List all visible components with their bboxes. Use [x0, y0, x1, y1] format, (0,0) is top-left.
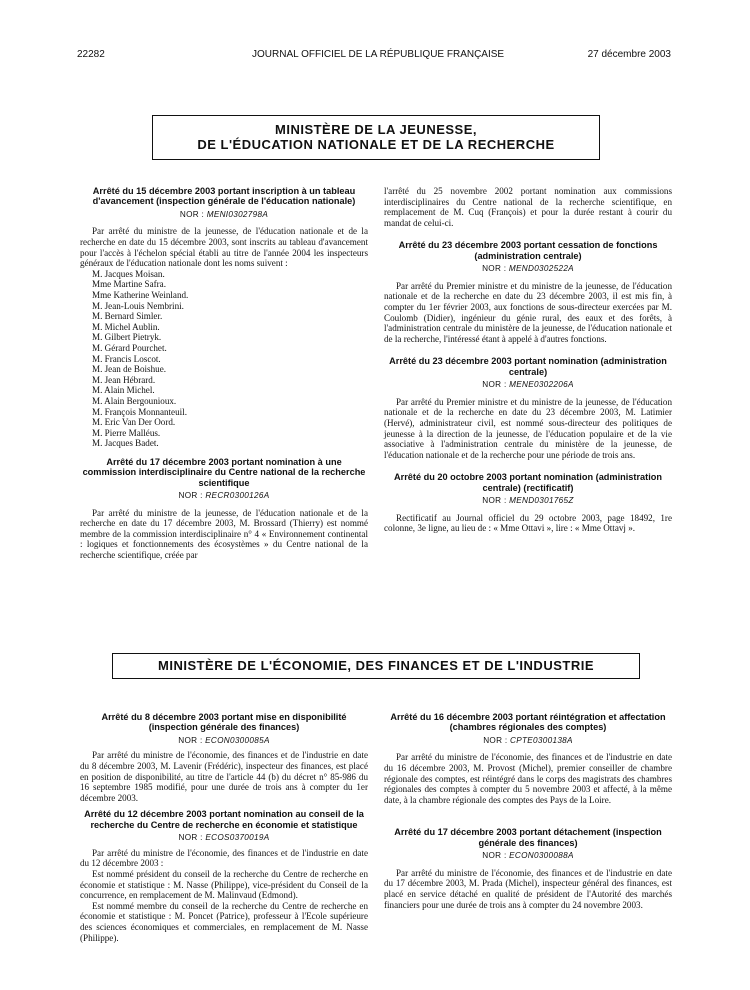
list-item: Mme Katherine Weinland. [92, 289, 189, 300]
nor-reference [384, 851, 672, 862]
column-left-education [80, 186, 368, 561]
article-body: Par arrêté du ministre de l'économie, des finances et de l'industrie en date du 12 décembre 2003 : [80, 847, 368, 869]
nor-code: MENE0302206A [509, 380, 574, 390]
article-title: Arrêté du 23 décembre 2003 portant cessation de fonctions (administration centrale) [398, 240, 658, 261]
ministry-heading-economy [112, 653, 640, 679]
nor-label: NOR : [482, 496, 507, 506]
nor-code: ECON0300088A [509, 851, 574, 861]
article-body: Par arrêté du ministre de la jeunesse, de l'éducation nationale et de la recherche en date du 17 décembre 2003, M. Brossard (Thierry) est nommé membre de la commission interdisciplinaire n° 4 « Environnement continental : logiques et fonctionnements des écosystèmes » du Centre national de la recherche scientifique, créée par [80, 507, 368, 561]
issue-date: 27 décembre 2003 [587, 49, 671, 60]
list-item: M. Alain Bergounioux. [92, 395, 177, 406]
list-item: M. Jean de Boishue. [92, 364, 167, 375]
nor-label: NOR : [482, 264, 507, 274]
column-right-education [384, 186, 672, 534]
list-item: M. Pierre Malléus. [92, 427, 161, 438]
nor-code: CPTE0300138A [510, 735, 573, 745]
article-title: Arrêté du 16 décembre 2003 portant réintégration et affectation (chambres régionales des comptes) [390, 712, 666, 733]
article-title: Arrêté du 8 décembre 2003 portant mise en disponibilité (inspection générale des finances) [101, 712, 347, 733]
list-item: M. Jean Hébrard. [92, 374, 156, 385]
nor-reference [80, 210, 368, 221]
article-title: Arrêté du 12 décembre 2003 portant nomination au conseil de la recherche du Centre de recherche en économie et statistique [84, 809, 364, 830]
list-item: M. Gérard Pourchet. [92, 342, 167, 353]
nor-code: MENI0302798A [206, 209, 269, 219]
article-body: Par arrêté du Premier ministre et du ministre de la jeunesse, de l'éducation nationale et de la recherche en date du 23 décembre 2003, il est mis fin, à compter du 1er février 2003, aux fonctions de sous-directeur exercées par M. Coulomb (Didier), ingénieur du génie rural, des eaux et des forêts, à l'administration centrale du ministère de la jeunesse, de l'éducation nationale et de la recherche, l'intéressé étant à appelé à d'autres fonctions. [384, 280, 672, 344]
nor-code: RECR0300126A [205, 491, 270, 501]
nor-code: MEND0301765Z [509, 496, 574, 506]
nor-reference [384, 736, 672, 747]
list-item: M. Jean-Louis Nembrini. [92, 300, 184, 311]
article-body: Par arrêté du ministre de l'économie, des finances et de l'industrie en date du 16 décembre 2003, M. Provost (Michel), premier conseiller de chambre régionale des comptes, est réintégré dans le corps des magistrats des chambres régionales des comptes à compter du 5 novembre 2003 et affecté, à la même date, à la chambre régionale des comptes des Pays de la Loire. [384, 752, 672, 805]
nor-label: NOR : [178, 833, 203, 843]
nor-label: NOR : [178, 491, 203, 501]
list-item: M. François Monnanteuil. [92, 406, 187, 417]
nor-label: NOR : [482, 851, 507, 861]
list-item: M. Alain Michel. [92, 385, 155, 396]
list-item: Mme Martine Safra. [92, 279, 166, 290]
article-title: Arrêté du 20 octobre 2003 portant nomination (administration centrale) (rectificatif) [393, 472, 662, 493]
article-title: Arrêté du 15 décembre 2003 portant inscription à un tableau d'avancement (inspection générale de l'éducation nationale) [92, 186, 356, 207]
nor-code: ECOS0370019A [205, 833, 270, 843]
names-list [80, 269, 368, 449]
article-body: Par arrêté du ministre de la jeunesse, de l'éducation nationale et de la recherche en date du 15 décembre 2003, sont inscrits au tableau d'avancement pour l'accès à l'échelon spécial établi au titre de l'année 2004 les inspecteurs généraux de l'éducation nationale dont les noms suivent : [80, 226, 368, 269]
list-item: M. Bernard Simler. [92, 311, 163, 322]
nor-code: MEND0302522A [508, 264, 574, 274]
ministry-heading-education [152, 115, 600, 160]
list-item: M. Jacques Badet. [92, 438, 159, 449]
list-item: M. Gilbert Pietryk. [92, 332, 162, 343]
article-title: Arrêté du 23 décembre 2003 portant nomination (administration centrale) [389, 356, 667, 377]
nor-label: NOR : [179, 209, 205, 219]
page-header [77, 49, 671, 65]
article-body: Est nommé président du conseil de la recherche du Centre de recherche en économie et statistique : M. Nasse (Philippe), vice-président du Conseil de la concurrence, en remplacement de M. Malinvaud (Edmond). [80, 868, 368, 901]
ministry-title-line1: MINISTÈRE DE LA JEUNESSE, [275, 122, 477, 137]
column-right-economy [384, 712, 672, 910]
ministry-title: MINISTÈRE DE L'ÉCONOMIE, DES FINANCES ET DE L'INDUSTRIE [158, 658, 594, 673]
list-item: M. Eric Van Der Oord. [92, 417, 176, 428]
article-body: Rectificatif au Journal officiel du 29 octobre 2003, page 18492, 1re colonne, 3e ligne, au lieu de : « Mme Ottavi », lire : « Mme Ottavj ». [384, 512, 672, 534]
journal-title: JOURNAL OFFICIEL DE LA RÉPUBLIQUE FRANÇAISE [252, 49, 505, 60]
nor-reference [80, 491, 368, 502]
nor-reference [384, 264, 672, 275]
column-left-economy [80, 712, 368, 943]
nor-label: NOR : [178, 735, 203, 745]
article-title: Arrêté du 17 décembre 2003 portant nomination à une commission interdisciplinaire du Centre national de la recherche scientifique [82, 456, 366, 488]
article-body: Par arrêté du ministre de l'économie, des finances et de l'industrie en date du 8 décembre 2003, M. Lavenir (Frédéric), inspecteur des finances, est placé en position de disponibilité, au titre de l'article 44 (b) du décret n° 85-986 du 16 septembre 1985 modifié, pour une durée de trois ans à compter du 1er décembre 2003. [80, 750, 368, 803]
list-item: M. Francis Loscot. [92, 353, 161, 364]
nor-reference [80, 833, 368, 844]
ministry-title-line2: DE L'ÉDUCATION NATIONALE ET DE LA RECHERCHE [197, 137, 555, 152]
article-body: Par arrêté du Premier ministre et du ministre de la jeunesse, de l'éducation nationale et de la recherche en date du 23 décembre 2003, M. Latimier (Hervé), administrateur civil, est nommé sous-directeur des politiques de jeunesse à la direction de la jeunesse, de l'éducation populaire et de la vie associative à l'administration centrale du ministère de la jeunesse, de l'éducation nationale et de la recherche pour une période de trois ans. [384, 396, 672, 460]
article-body: Est nommé membre du conseil de la recherche du Centre de recherche en économie et statistique : M. Poncet (Patrice), professeur à l'Ecole supérieure des sciences économiques et commerciales, en remplacement de M. Nasse (Philippe). [80, 900, 368, 943]
article-title: Arrêté du 17 décembre 2003 portant détachement (inspection générale des finances) [394, 827, 662, 848]
article-body: Par arrêté du ministre de l'économie, des finances et de l'industrie en date du 17 décembre 2003, M. Prada (Michel), inspecteur général des finances, est placé en service détaché en qualité de président de l'Autorité des marchés financiers pour une durée de trois ans à compter du 24 novembre 2003. [384, 867, 672, 910]
nor-reference [384, 380, 672, 391]
nor-reference [80, 736, 368, 747]
list-item: M. Jacques Moisan. [92, 268, 165, 279]
nor-label: NOR : [482, 380, 507, 390]
page-number: 22282 [77, 49, 105, 60]
nor-code: ECON0300085A [205, 735, 270, 745]
nor-reference [384, 496, 672, 507]
article-body-continued: l'arrêté du 25 novembre 2002 portant nomination aux commissions interdisciplinaires du Centre national de la recherche scientifique, en remplacement de M. Cuq (François) et pour la durée restant à courir du mandat de celui-ci. [384, 186, 672, 228]
nor-label: NOR : [483, 735, 508, 745]
list-item: M. Michel Aublin. [92, 321, 160, 332]
